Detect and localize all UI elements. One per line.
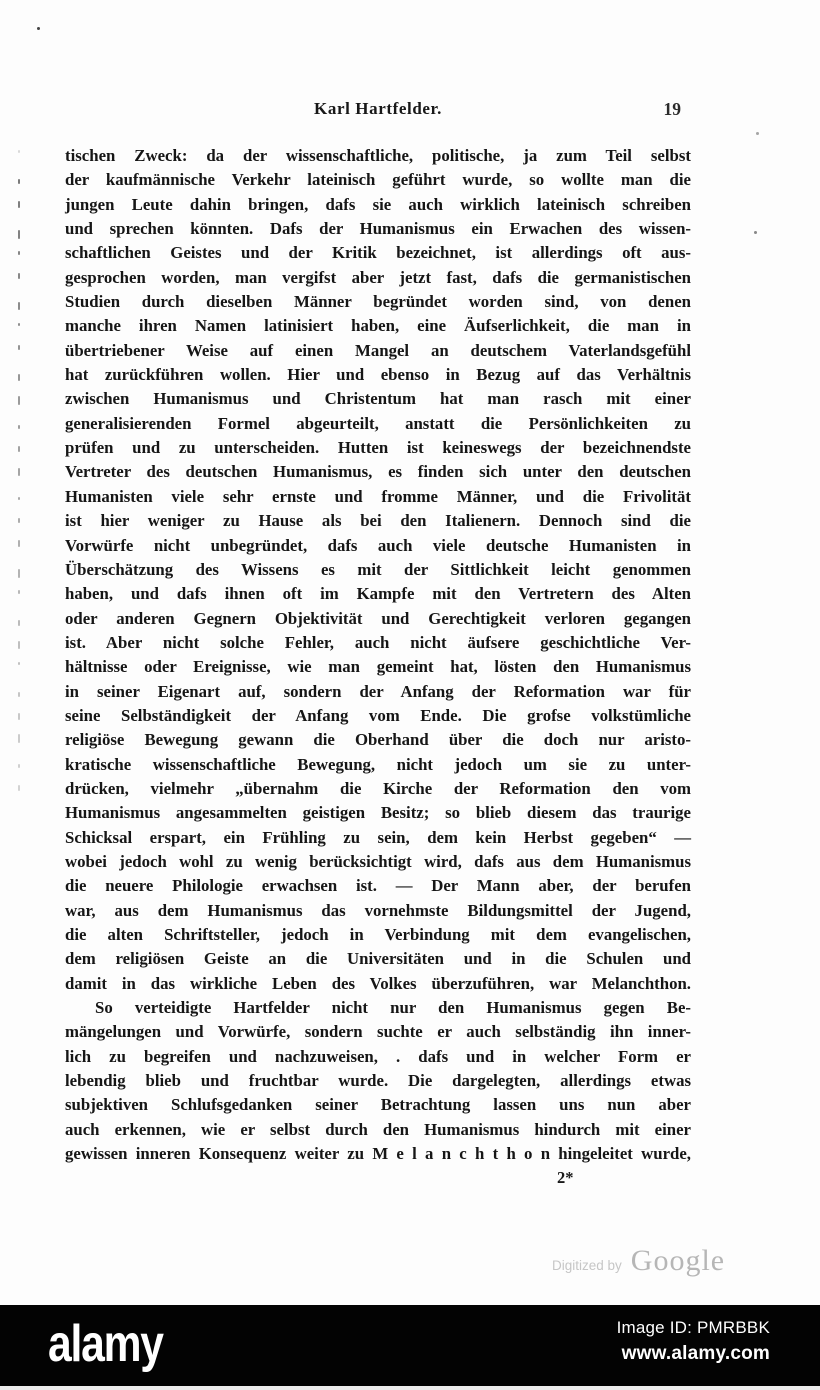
text-line: die alten Schriftsteller, jedoch in Verbindung mit dem evangelischen, — [65, 925, 691, 944]
gutter-artifact — [18, 251, 20, 255]
gutter-artifact — [18, 620, 20, 626]
gutter-artifact — [18, 569, 20, 578]
text-line: hältnisse oder Ereignisse, wie man gemeint hat, lösten den Humanismus — [65, 657, 691, 677]
gutter-artifact — [18, 396, 20, 405]
text-line: tischen Zweck: da der wissenschaftliche, politische, ja zum Teil selbst — [65, 146, 691, 165]
header-author: Karl Hartfelder. — [314, 99, 442, 118]
text-line: drücken, vielmehr „übernahm die Kirche der Reformation den vom — [65, 778, 691, 798]
text-line: hat zurückführen wollen. Hier und ebenso in Bezug auf das Verhältnis — [65, 365, 691, 385]
alamy-footer-bar — [0, 1305, 820, 1386]
text-line: Humanisten viele sehr ernste und fromme Männer, und die Frivolität — [65, 486, 691, 506]
text-line: Vertreter des deutschen Humanismus, es finden sich unter den deutschen — [65, 462, 691, 482]
text-line: subjektiven Schlufsgedanken seiner Betrachtung lassen uns nun aber — [65, 1095, 691, 1115]
gutter-artifact — [18, 641, 20, 649]
image-id-label: Image ID: PMRBBK — [616, 1318, 770, 1337]
gutter-artifact — [18, 497, 20, 500]
gutter-artifact — [18, 302, 20, 310]
text-line: generalisierenden Formel abgeurteilt, anstatt die Persönlichkeiten zu — [65, 413, 691, 433]
gutter-artifact — [18, 150, 20, 153]
text-line: damit in das wirkliche Leben des Volkes überzuführen, war Melanchthon. — [65, 973, 691, 993]
gutter-artifact — [18, 446, 20, 452]
text-line: seine Selbständigkeit der Anfang vom Ende. Die grofse volkstümliche — [65, 705, 691, 725]
text-line: kratische wissenschaftliche Bewegung, nicht jedoch um sie zu unter- — [65, 754, 691, 774]
google-logo: Google — [630, 1244, 726, 1277]
text-line: religiöse Bewegung gewann die Oberhand über die doch nur aristo- — [65, 730, 691, 750]
gutter-artifact — [18, 518, 20, 523]
text-line: übertriebener Weise auf einen Mangel an deutschem Vaterlandsgefühl — [65, 340, 691, 360]
gutter-artifact — [18, 374, 20, 381]
gutter-artifact — [18, 179, 20, 184]
page-number: 19 — [663, 99, 681, 119]
text-line: mängelungen und Vorwürfe, sondern suchte er auch selbständig ihn inner- — [65, 1022, 691, 1042]
text-line: manche ihren Namen latinisiert haben, eine Äufserlichkeit, die man in — [65, 316, 691, 336]
body-text — [65, 144, 691, 1188]
text-line: schaftlichen Geistes und der Kritik bezeichnet, ist allerdings oft aus- — [65, 243, 691, 263]
gutter-artifact — [18, 540, 20, 547]
text-line: gesprochen worden, man vergifst aber jetzt fast, dafs die germanistischen — [65, 267, 691, 287]
text-line: jungen Leute dahin bringen, dafs sie auch wirklich lateinisch schreiben — [65, 194, 691, 214]
gutter-artifact — [18, 662, 20, 665]
text-line: war, aus dem Humanismus das vornehmste Bildungsmittel der Jugend, — [65, 900, 691, 920]
text-line: Überschätzung des Wissens es mit der Sittlichkeit leicht genommen — [65, 559, 691, 579]
text-line: zwischen Humanismus und Christentum hat man rasch mit einer — [65, 389, 691, 409]
text-line: und sprechen könnten. Dafs der Humanismus ein Erwachen des wissen- — [65, 219, 691, 239]
gutter-artifact — [18, 425, 20, 429]
text-line: dem religiösen Geiste an die Universitäten und in die Schulen und — [65, 949, 691, 969]
ink-speck — [37, 27, 40, 30]
text-line: prüfen und zu unterscheiden. Hutten ist keineswegs der bezeichnendste — [65, 438, 691, 458]
signature-mark: 2* — [557, 1168, 574, 1188]
scan-bottom-edge — [0, 1386, 820, 1390]
ink-speck — [756, 132, 759, 135]
gutter-artifact — [18, 734, 20, 743]
text-line: So verteidigte Hartfelder nicht nur den Humanismus gegen Be- — [95, 998, 691, 1018]
text-line: gewissen inneren Konsequenz weiter zu M e l a n c h t h o n hingeleitet wurde, — [65, 1144, 691, 1164]
text-line: haben, und dafs ihnen oft im Kampfe mit den Vertretern des Alten — [65, 584, 691, 604]
text-line: auch erkennen, wie er selbst durch den Humanismus hindurch mit einer — [65, 1119, 691, 1139]
text-line: Schicksal erspart, ein Frühling zu sein, dem kein Herbst gegeben“ — — [65, 827, 691, 847]
gutter-artifact — [18, 468, 20, 476]
gutter-artifact — [18, 201, 20, 208]
text-line: Studien durch dieselben Männer begründet worden sind, von denen — [65, 292, 691, 312]
gutter-artifact — [18, 323, 20, 326]
text-line: lich zu begreifen und nachzuweisen, . dafs und in welcher Form er — [65, 1046, 691, 1066]
gutter-artifact — [18, 590, 20, 594]
digitized-by-label: Digitized by — [552, 1258, 622, 1273]
ink-speck — [754, 231, 757, 234]
body-lines — [65, 144, 691, 1166]
text-line: ist. Aber nicht solche Fehler, auch nicht äufsere geschichtliche Ver- — [65, 632, 691, 652]
gutter-artifact — [18, 764, 20, 768]
text-line: oder anderen Gegnern Objektivität und Gerechtigkeit verloren gegangen — [65, 608, 691, 628]
gutter-artifact — [18, 785, 20, 791]
google-watermark — [552, 1244, 725, 1278]
text-line: lebendig blieb und fruchtbar wurde. Die dargelegten, allerdings etwas — [65, 1071, 691, 1091]
gutter-artifact — [18, 692, 20, 697]
text-line: Vorwürfe nicht unbegründet, dafs auch viele deutsche Humanisten in — [65, 535, 691, 555]
running-header — [65, 99, 691, 123]
alamy-meta — [617, 1318, 770, 1365]
gutter-artifact — [18, 713, 20, 720]
text-line: die neuere Philologie erwachsen ist. — Der Mann aber, der berufen — [65, 876, 691, 896]
text-line: in seiner Eigenart auf, sondern der Anfang der Reformation war für — [65, 681, 691, 701]
gutter-artifact — [18, 345, 20, 350]
gutter-artifact — [18, 230, 20, 239]
text-line: wobei jedoch wohl zu wenig berücksichtigt wird, dafs aus dem Humanismus — [65, 851, 691, 871]
text-line: Humanismus angesammelten geistigen Besitz; so blieb diesem das traurige — [65, 803, 691, 823]
text-line: ist hier weniger zu Hause als bei den Italienern. Dennoch sind die — [65, 511, 691, 531]
alamy-website: www.alamy.com — [621, 1343, 770, 1364]
gutter-artifact — [18, 273, 20, 279]
text-line: der kaufmännische Verkehr lateinisch geführt wurde, so wollte man die — [65, 170, 691, 190]
alamy-logo: alamy — [48, 1314, 163, 1373]
